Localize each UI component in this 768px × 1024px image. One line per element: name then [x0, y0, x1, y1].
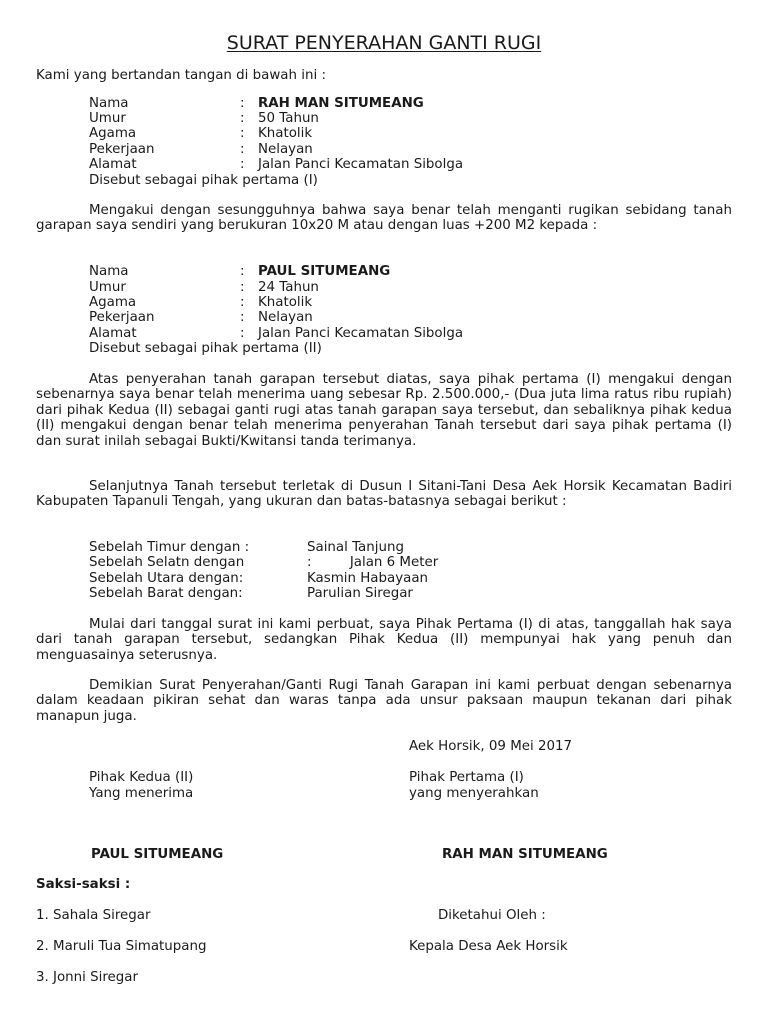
paragraph-acknowledgement: Mengakui dengan sesungguhnya bahwa saya benar telah menganti rugikan sebidang tanah garapan saya sendiri yang berukuran 10x20 M atau dengan luas +200 M2 kepada :: [36, 203, 732, 234]
right-signatory-name: RAH MAN SITUMEANG: [442, 847, 608, 862]
place-date: Aek Horsik, 09 Mei 2017: [409, 739, 573, 754]
boundary-value: : Jalan 6 Meter: [307, 555, 439, 570]
party1-row-nama: [89, 96, 749, 112]
party1-value-agama: Khatolik: [258, 126, 313, 141]
acknowledged-by: Diketahui Oleh :: [438, 908, 546, 923]
paragraph-closing: Demikian Surat Penyerahan/Ganti Rugi Tanah Garapan ini kami perbuat dengan sebenarnya dalam keadaan pikiran sehat dan waras tanpa ada unsur paksaan maupun tekanan dari pihak manapun juga.: [36, 678, 732, 724]
party1-label-alamat: Alamat: [89, 157, 137, 172]
party2-value-pekerjaan: Nelayan: [258, 310, 313, 325]
party2-colon: :: [240, 280, 245, 295]
party2-value-nama: PAUL SITUMEANG: [258, 264, 391, 279]
party2-label-agama: Agama: [89, 295, 137, 310]
party2-label-nama: Nama: [89, 264, 129, 279]
paragraph-location: Selanjutnya Tanah tersebut terletak di Dusun I Sitani-Tani Desa Aek Horsik Kecamatan Badiri Kabupaten Tapanuli Tengah, yang ukuran dan batas-batasnya sebagai berikut :: [36, 479, 732, 510]
boundary-value: Kasmin Habayaan: [307, 571, 429, 586]
paragraph-rights-transfer: Mulai dari tanggal surat ini kami perbuat, saya Pihak Pertama (I) di atas, tanggallah hak saya dari tanah garapan tersebut, sedangkan Pihak Kedua (II) mempunyai hak yang penuh dan menguasainya seterusnya.: [36, 617, 732, 663]
party2-colon: :: [240, 264, 245, 279]
party1-colon: :: [240, 126, 245, 141]
party2-label-alamat: Alamat: [89, 326, 137, 341]
party2-colon: :: [240, 326, 245, 341]
party1-colon: :: [240, 111, 245, 126]
party1-value-nama: RAH MAN SITUMEANG: [258, 96, 424, 111]
party2-row-nama: [89, 264, 749, 280]
boundary-label: Sebelah Barat dengan:: [89, 586, 243, 601]
boundary-value: Parulian Siregar: [307, 586, 413, 601]
party2-row-pekerjaan: [89, 310, 749, 326]
left-signatory-name: PAUL SITUMEANG: [91, 847, 224, 862]
party1-row-pekerjaan: [89, 142, 749, 158]
party2-row-agama: [89, 295, 749, 311]
party2-colon: :: [240, 310, 245, 325]
witness-2: 2. Maruli Tua Simatupang: [36, 939, 207, 954]
party2-row-umur: [89, 280, 749, 296]
party2-label-pekerjaan: Pekerjaan: [89, 310, 155, 325]
boundary-label: Sebelah Utara dengan:: [89, 571, 244, 586]
party1-label-pekerjaan: Pekerjaan: [89, 142, 155, 157]
party1-row-agama: [89, 126, 749, 142]
party1-value-pekerjaan: Nelayan: [258, 142, 313, 157]
boundary-north: [89, 571, 689, 587]
party2-colon: :: [240, 295, 245, 310]
boundary-label: Sebelah Selatn dengan: [89, 555, 245, 570]
party2-designation: Disebut sebagai pihak pertama (II): [89, 341, 322, 356]
party2-value-agama: Khatolik: [258, 295, 313, 310]
paragraph-payment: Atas penyerahan tanah garapan tersebut diatas, saya pihak pertama (I) mengakui dengan sebenarnya saya benar telah menerima uang sebesar Rp. 2.500.000,- (Dua juta lima ratus ribu rupiah) dari pihak Kedua (II) sebagai ganti rugi atas tanah garapan saya tersebut, dan sebaliknya pihak kedua (II) mengakui dengan benar telah menerima penyerahan Tanah tersebut dari saya pihak pertama (I) dan surat inilah sebagai Bukti/Kwitansi tanda terimanya.: [36, 372, 732, 449]
party2-value-umur: 24 Tahun: [258, 280, 319, 295]
document-title: SURAT PENYERAHAN GANTI RUGI: [226, 32, 542, 54]
right-signatory-role: Pihak Pertama (I): [409, 770, 524, 785]
boundary-value: Sainal Tanjung: [307, 540, 404, 555]
party1-colon: :: [240, 142, 245, 157]
witness-3: 3. Jonni Siregar: [36, 970, 139, 985]
party1-colon: :: [240, 157, 245, 172]
left-signatory-action: Yang menerima: [89, 786, 194, 801]
boundary-east: [89, 540, 689, 556]
left-signatory-role: Pihak Kedua (II): [89, 770, 194, 785]
boundary-west: [89, 586, 689, 602]
party1-colon: :: [240, 96, 245, 111]
party1-designation: Disebut sebagai pihak pertama (I): [89, 173, 318, 188]
party1-value-alamat: Jalan Panci Kecamatan Sibolga: [258, 157, 464, 172]
right-signatory-action: yang menyerahkan: [409, 786, 539, 801]
village-head: Kepala Desa Aek Horsik: [409, 939, 568, 954]
party1-row-alamat: [89, 157, 749, 173]
boundary-south: [89, 555, 689, 571]
party1-row-umur: [89, 111, 749, 127]
party1-label-agama: Agama: [89, 126, 137, 141]
party2-label-umur: Umur: [89, 280, 126, 295]
witnesses-heading: Saksi-saksi :: [36, 877, 131, 892]
party1-value-umur: 50 Tahun: [258, 111, 319, 126]
party2-value-alamat: Jalan Panci Kecamatan Sibolga: [258, 326, 464, 341]
witness-1: 1. Sahala Siregar: [36, 908, 151, 923]
boundary-label: Sebelah Timur dengan :: [89, 540, 250, 555]
intro-text: Kami yang bertandan tangan di bawah ini :: [36, 68, 326, 83]
party1-label-umur: Umur: [89, 111, 126, 126]
party2-row-alamat: [89, 326, 749, 342]
party1-label-nama: Nama: [89, 96, 129, 111]
